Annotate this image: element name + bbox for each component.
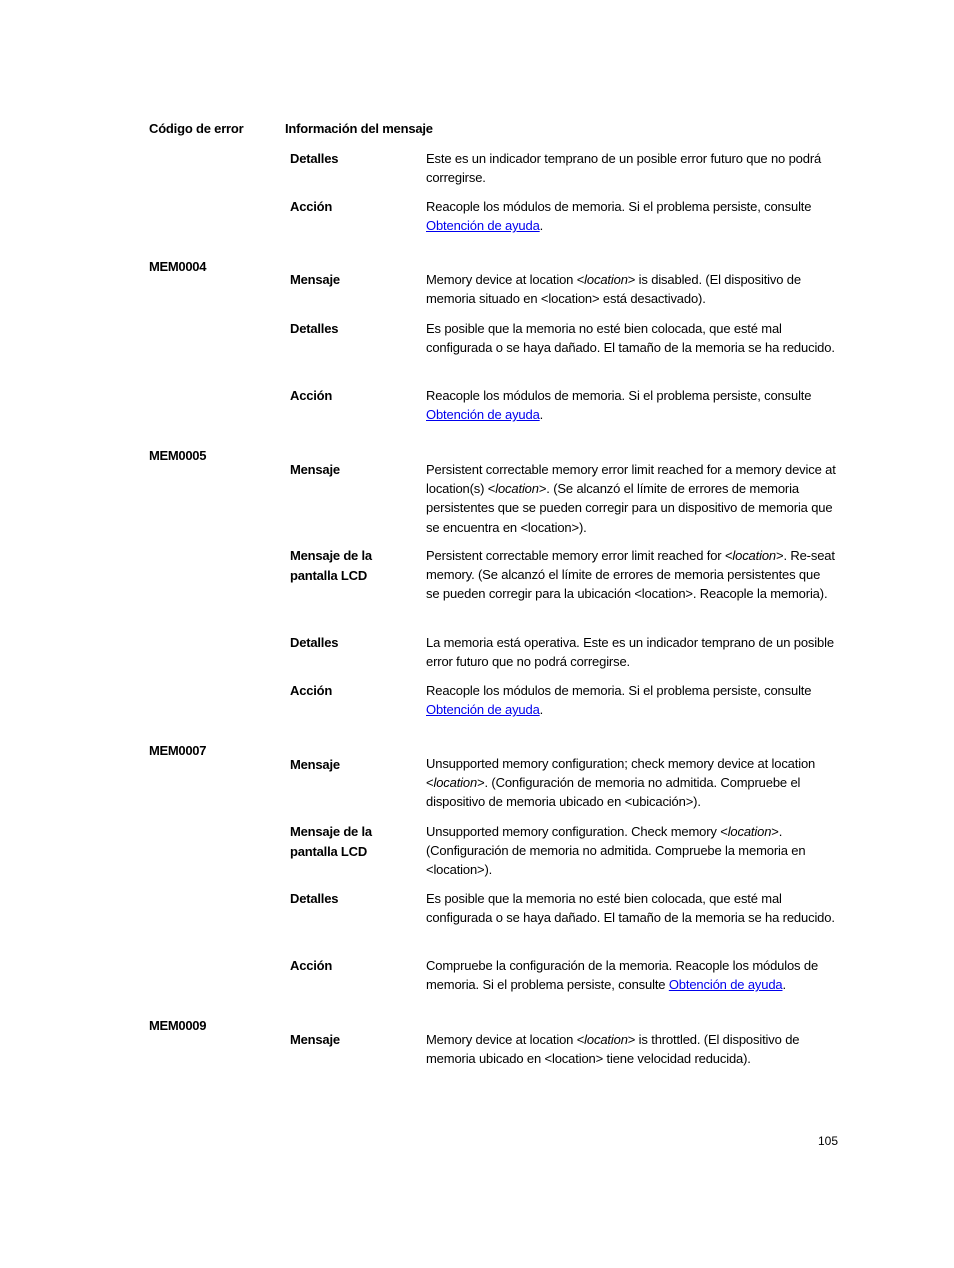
text-detalles: Es posible que la memoria no esté bien colocada, que esté mal configurada o se haya dañado. El tamaño de la memoria se ha reducido. bbox=[426, 321, 835, 356]
label-accion: Acción bbox=[290, 199, 333, 214]
label-lcd-message: Mensaje de la pantalla LCD bbox=[290, 824, 372, 859]
label-detalles: Detalles bbox=[290, 151, 339, 166]
label-detalles: Detalles bbox=[290, 635, 339, 650]
label-mensaje: Mensaje bbox=[290, 1032, 340, 1047]
page-number: 105 bbox=[818, 1134, 839, 1148]
text-accion: Reacople los módulos de memoria. Si el problema persiste, consulte Obtención de ayuda. bbox=[426, 199, 812, 234]
text-lcd-message: Unsupported memory configuration. Check memory <location>. (Configuración de memoria no admitida. Compruebe la memoria en <location>). bbox=[426, 824, 806, 878]
column-header-message-info: Información del mensaje bbox=[285, 121, 433, 136]
error-code-mem0004: MEM0004 bbox=[149, 259, 207, 274]
text-mensaje: Unsupported memory configuration; check memory device at location <location>. (Configuración de memoria no admitida. Compruebe el dispositivo de memoria ubicado en <ubicación>). bbox=[426, 756, 816, 810]
error-code-mem0009: MEM0009 bbox=[149, 1018, 207, 1033]
text-detalles: La memoria está operativa. Este es un indicador temprano de un posible error futuro que no podrá corregirse. bbox=[426, 635, 834, 670]
text-detalles: Es posible que la memoria no esté bien colocada, que esté mal configurada o se haya dañado. El tamaño de la memoria se ha reducido. bbox=[426, 891, 835, 926]
help-link[interactable]: Obtención de ayuda bbox=[426, 407, 540, 423]
text-mensaje: Memory device at location <location> is disabled. (El dispositivo de memoria situado en <location> está desactivado). bbox=[426, 272, 801, 307]
label-accion: Acción bbox=[290, 683, 333, 698]
text-mensaje: Memory device at location <location> is throttled. (El dispositivo de memoria ubicado en <location> tiene velocidad reducida). bbox=[426, 1032, 800, 1067]
label-mensaje: Mensaje bbox=[290, 272, 340, 287]
error-code-mem0005: MEM0005 bbox=[149, 448, 207, 463]
text-accion: Reacople los módulos de memoria. Si el problema persiste, consulte Obtención de ayuda. bbox=[426, 388, 812, 423]
label-detalles: Detalles bbox=[290, 321, 339, 336]
text-detalles: Este es un indicador temprano de un posible error futuro que no podrá corregirse. bbox=[426, 151, 822, 186]
error-code-mem0007: MEM0007 bbox=[149, 743, 207, 758]
help-link[interactable]: Obtención de ayuda bbox=[668, 977, 783, 993]
label-mensaje: Mensaje bbox=[290, 462, 340, 477]
label-accion: Acción bbox=[290, 958, 333, 973]
label-mensaje: Mensaje bbox=[290, 757, 340, 772]
label-accion: Acción bbox=[290, 388, 333, 403]
help-link[interactable]: Obtención de ayuda bbox=[426, 702, 540, 718]
text-lcd-message: Persistent correctable memory error limit reached for <location>. Re-seat memory. (Se alcanzó el límite de errores de memoria persistentes que se pueden corregir para la ubicación <location>. Reacople la memoria). bbox=[426, 548, 835, 602]
column-header-error-code: Código de error bbox=[149, 121, 244, 136]
text-accion: Reacople los módulos de memoria. Si el problema persiste, consulte Obtención de ayuda. bbox=[426, 683, 812, 718]
label-lcd-message: Mensaje de la pantalla LCD bbox=[290, 548, 372, 583]
text-mensaje: Persistent correctable memory error limit reached for a memory device at location(s) <location>. (Se alcanzó el límite de errores de memoria persistentes que se pueden corregir para un dispositivo de memoria que se encuentra en <location>). bbox=[426, 462, 836, 535]
label-detalles: Detalles bbox=[290, 891, 339, 906]
help-link[interactable]: Obtención de ayuda bbox=[426, 218, 540, 234]
text-accion: Compruebe la configuración de la memoria. Reacople los módulos de memoria. Si el problema persiste, consulte Obtención de ayuda. bbox=[426, 958, 819, 993]
